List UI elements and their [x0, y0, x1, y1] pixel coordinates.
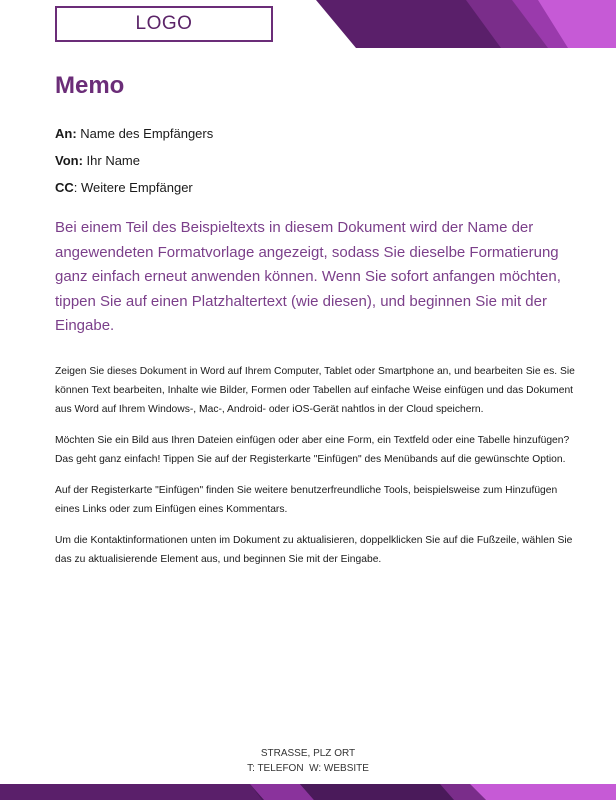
footer: [0, 746, 616, 776]
body-paragraph-3: Auf der Registerkarte "Einfügen" finden Sie weitere benutzerfreundliche Tools, beispielsweise zum Hinzufügen eines Links oder zum Einfügen eines Kommentars.: [55, 485, 558, 515]
from-value: Ihr Name: [82, 153, 140, 168]
footer-address: STRASSE, PLZ ORT: [260, 748, 356, 759]
body-paragraph-1: Zeigen Sie dieses Dokument in Word auf Ihrem Computer, Tablet oder Smartphone an, und bearbeiten Sie es. Sie können Text bearbeiten, Inhalte wie Bilder, Formen oder Tabellen auf einfache Weise einfügen und das Dokument aus Word auf Ihrem Windows-, Mac-, Android- oder iOS-Gerät nahtlos in der Cloud speichern.: [55, 366, 575, 415]
cc-value: : Weitere Empfänger: [73, 180, 193, 195]
cc-row: [55, 174, 213, 201]
body-paragraph-4: Um die Kontaktinformationen unten im Dokument zu aktualisieren, doppelklicken Sie auf die Fußzeile, wählen Sie das zu aktualisierende Element aus, und beginnen Sie mit der Eingabe.: [55, 535, 573, 565]
to-row: [55, 120, 213, 147]
memo-title: Memo: [55, 72, 125, 99]
from-row: [55, 147, 213, 174]
body-text: [55, 362, 575, 581]
footer-contact: T: TELEFON W: WEBSITE: [247, 763, 369, 774]
memo-meta: [55, 120, 213, 201]
logo-placeholder: [55, 6, 273, 42]
to-label: An:: [55, 126, 77, 141]
logo-text: LOGO: [135, 13, 193, 34]
from-label: Von:: [55, 153, 83, 168]
footer-decoration: [0, 784, 616, 800]
lead-paragraph: Bei einem Teil des Beispieltexts in diesem Dokument wird der Name der angewendeten Formatvorlage angezeigt, sodass Sie dieselbe Formatierung ganz einfach erneut anwenden können. Wenn Sie sofort anfangen möchten, tippen Sie auf einen Platzhaltertext (wie diesen), und beginnen Sie mit der Eingabe.: [55, 219, 561, 334]
header-decoration: [316, 0, 616, 48]
to-value: Name des Empfängers: [76, 126, 214, 141]
body-paragraph-2: Möchten Sie ein Bild aus Ihren Dateien einfügen oder aber eine Form, ein Textfeld oder eine Tabelle hinzufügen? Das geht ganz einfach! Tippen Sie auf der Registerkarte "Einfügen" des Menübands auf die gewünschte Option.: [55, 435, 570, 465]
cc-label: CC: [55, 180, 74, 195]
